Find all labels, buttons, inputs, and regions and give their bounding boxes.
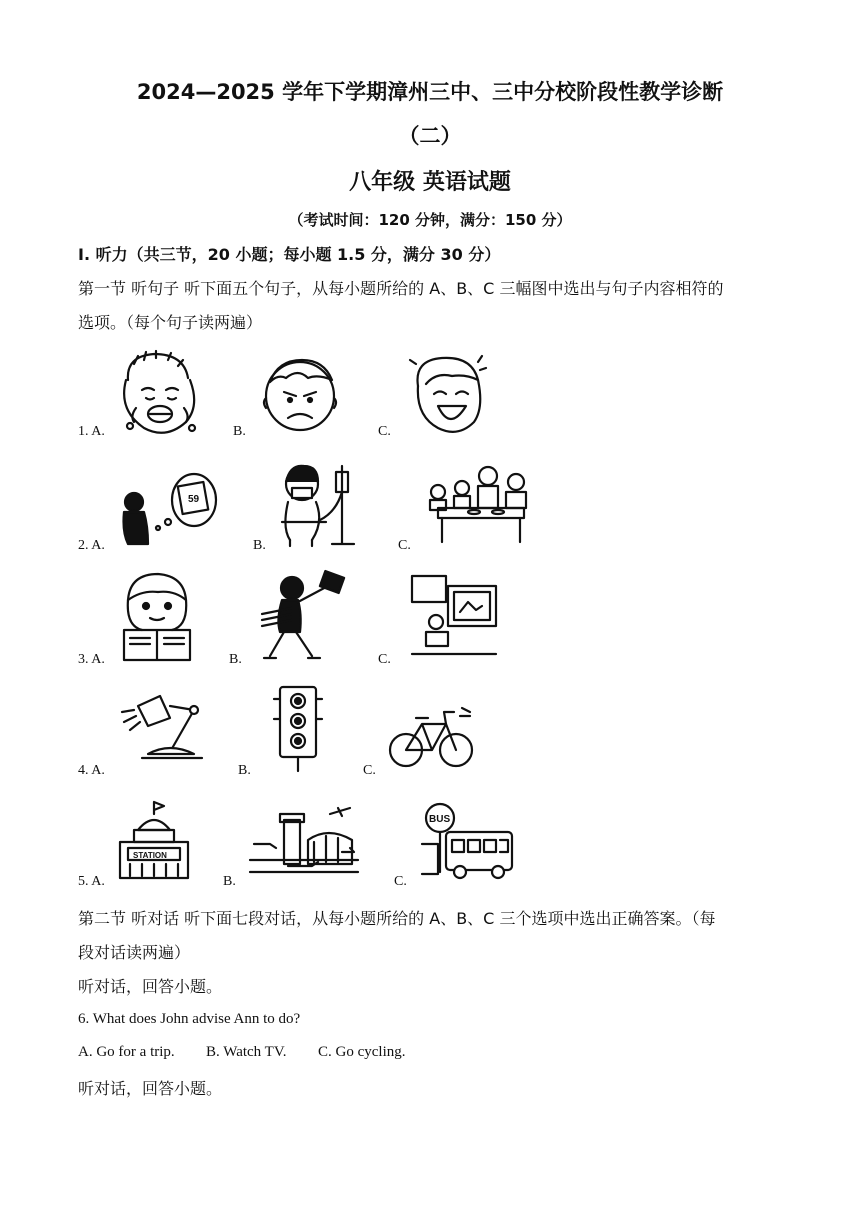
- bus-sign: BUS: [429, 814, 451, 825]
- crying-boy-icon: [114, 350, 204, 438]
- option-label: C.: [378, 652, 391, 667]
- boy-carrying-newspapers-icon: [258, 570, 356, 662]
- option-label: C.: [363, 763, 376, 778]
- station-building-icon: [114, 800, 194, 882]
- sick-girl-with-drip-icon: [276, 462, 366, 548]
- airport-icon: [248, 800, 360, 880]
- part1-instruction: 第一节 听句子 听下面五个句子，从每小题所给的 A、B、C 三幅图中选出与句子内容相符的: [78, 279, 724, 298]
- option-label: C.: [394, 874, 407, 889]
- option-label: 2. A.: [78, 538, 105, 553]
- q6-option-b: B. Watch TV.: [206, 1044, 287, 1060]
- q6-option-c: C. Go cycling.: [318, 1044, 406, 1060]
- option-label: B.: [223, 874, 236, 889]
- part2-instruction: 第二节 听对话 听下面七段对话，从每小题所给的 A、B、C 三个选项中选出正确答案。（每: [78, 909, 716, 928]
- q6-option-a: A. Go for a trip.: [78, 1044, 175, 1060]
- sad-student-with-test-paper-icon: [118, 470, 218, 550]
- option-label: B.: [229, 652, 242, 667]
- option-label: 3. A.: [78, 652, 105, 667]
- traffic-light-icon: [270, 685, 326, 773]
- bicycle-icon: [388, 704, 474, 770]
- angry-boy-icon: [258, 352, 342, 436]
- dialogue-instruction: 听对话，回答小题。: [78, 977, 223, 996]
- part1-instruction-cont: 选项。（每个句子读两遍）: [78, 313, 263, 332]
- exam-info: （考试时间：120 分钟，满分：150 分）: [288, 211, 572, 229]
- option-label: B.: [238, 763, 251, 778]
- svg-text:59: 59: [188, 494, 200, 505]
- exam-title-part: （二）: [398, 124, 462, 148]
- exam-subtitle: 八年级 英语试题: [349, 170, 511, 195]
- dialogue-instruction: 听对话，回答小题。: [78, 1079, 223, 1098]
- option-label: 4. A.: [78, 763, 105, 778]
- option-label: B.: [233, 424, 246, 439]
- bus-stop-icon: [420, 800, 516, 882]
- station-sign: STATION: [133, 851, 167, 860]
- section-heading: I. 听力（共三节，20 小题；每小题 1.5 分，满分 30 分）: [78, 245, 501, 264]
- boy-reading-book-icon: [118, 570, 196, 662]
- option-label: 5. A.: [78, 874, 105, 889]
- question-6: 6. What does John advise Ann to do?: [78, 1011, 301, 1027]
- option-label: C.: [378, 424, 391, 439]
- exam-title: 2024—2025 学年下学期漳州三中、三中分校阶段性教学诊断: [136, 80, 724, 104]
- part2-instruction-cont: 段对话读两遍）: [78, 943, 191, 962]
- option-label: C.: [398, 538, 411, 553]
- option-label: B.: [253, 538, 266, 553]
- option-label: 1. A.: [78, 424, 105, 439]
- desk-lamp-icon: [120, 690, 212, 770]
- laughing-boy-icon: [408, 350, 490, 436]
- family-dinner-icon: [424, 462, 536, 546]
- boy-watching-tv-icon: [408, 572, 500, 658]
